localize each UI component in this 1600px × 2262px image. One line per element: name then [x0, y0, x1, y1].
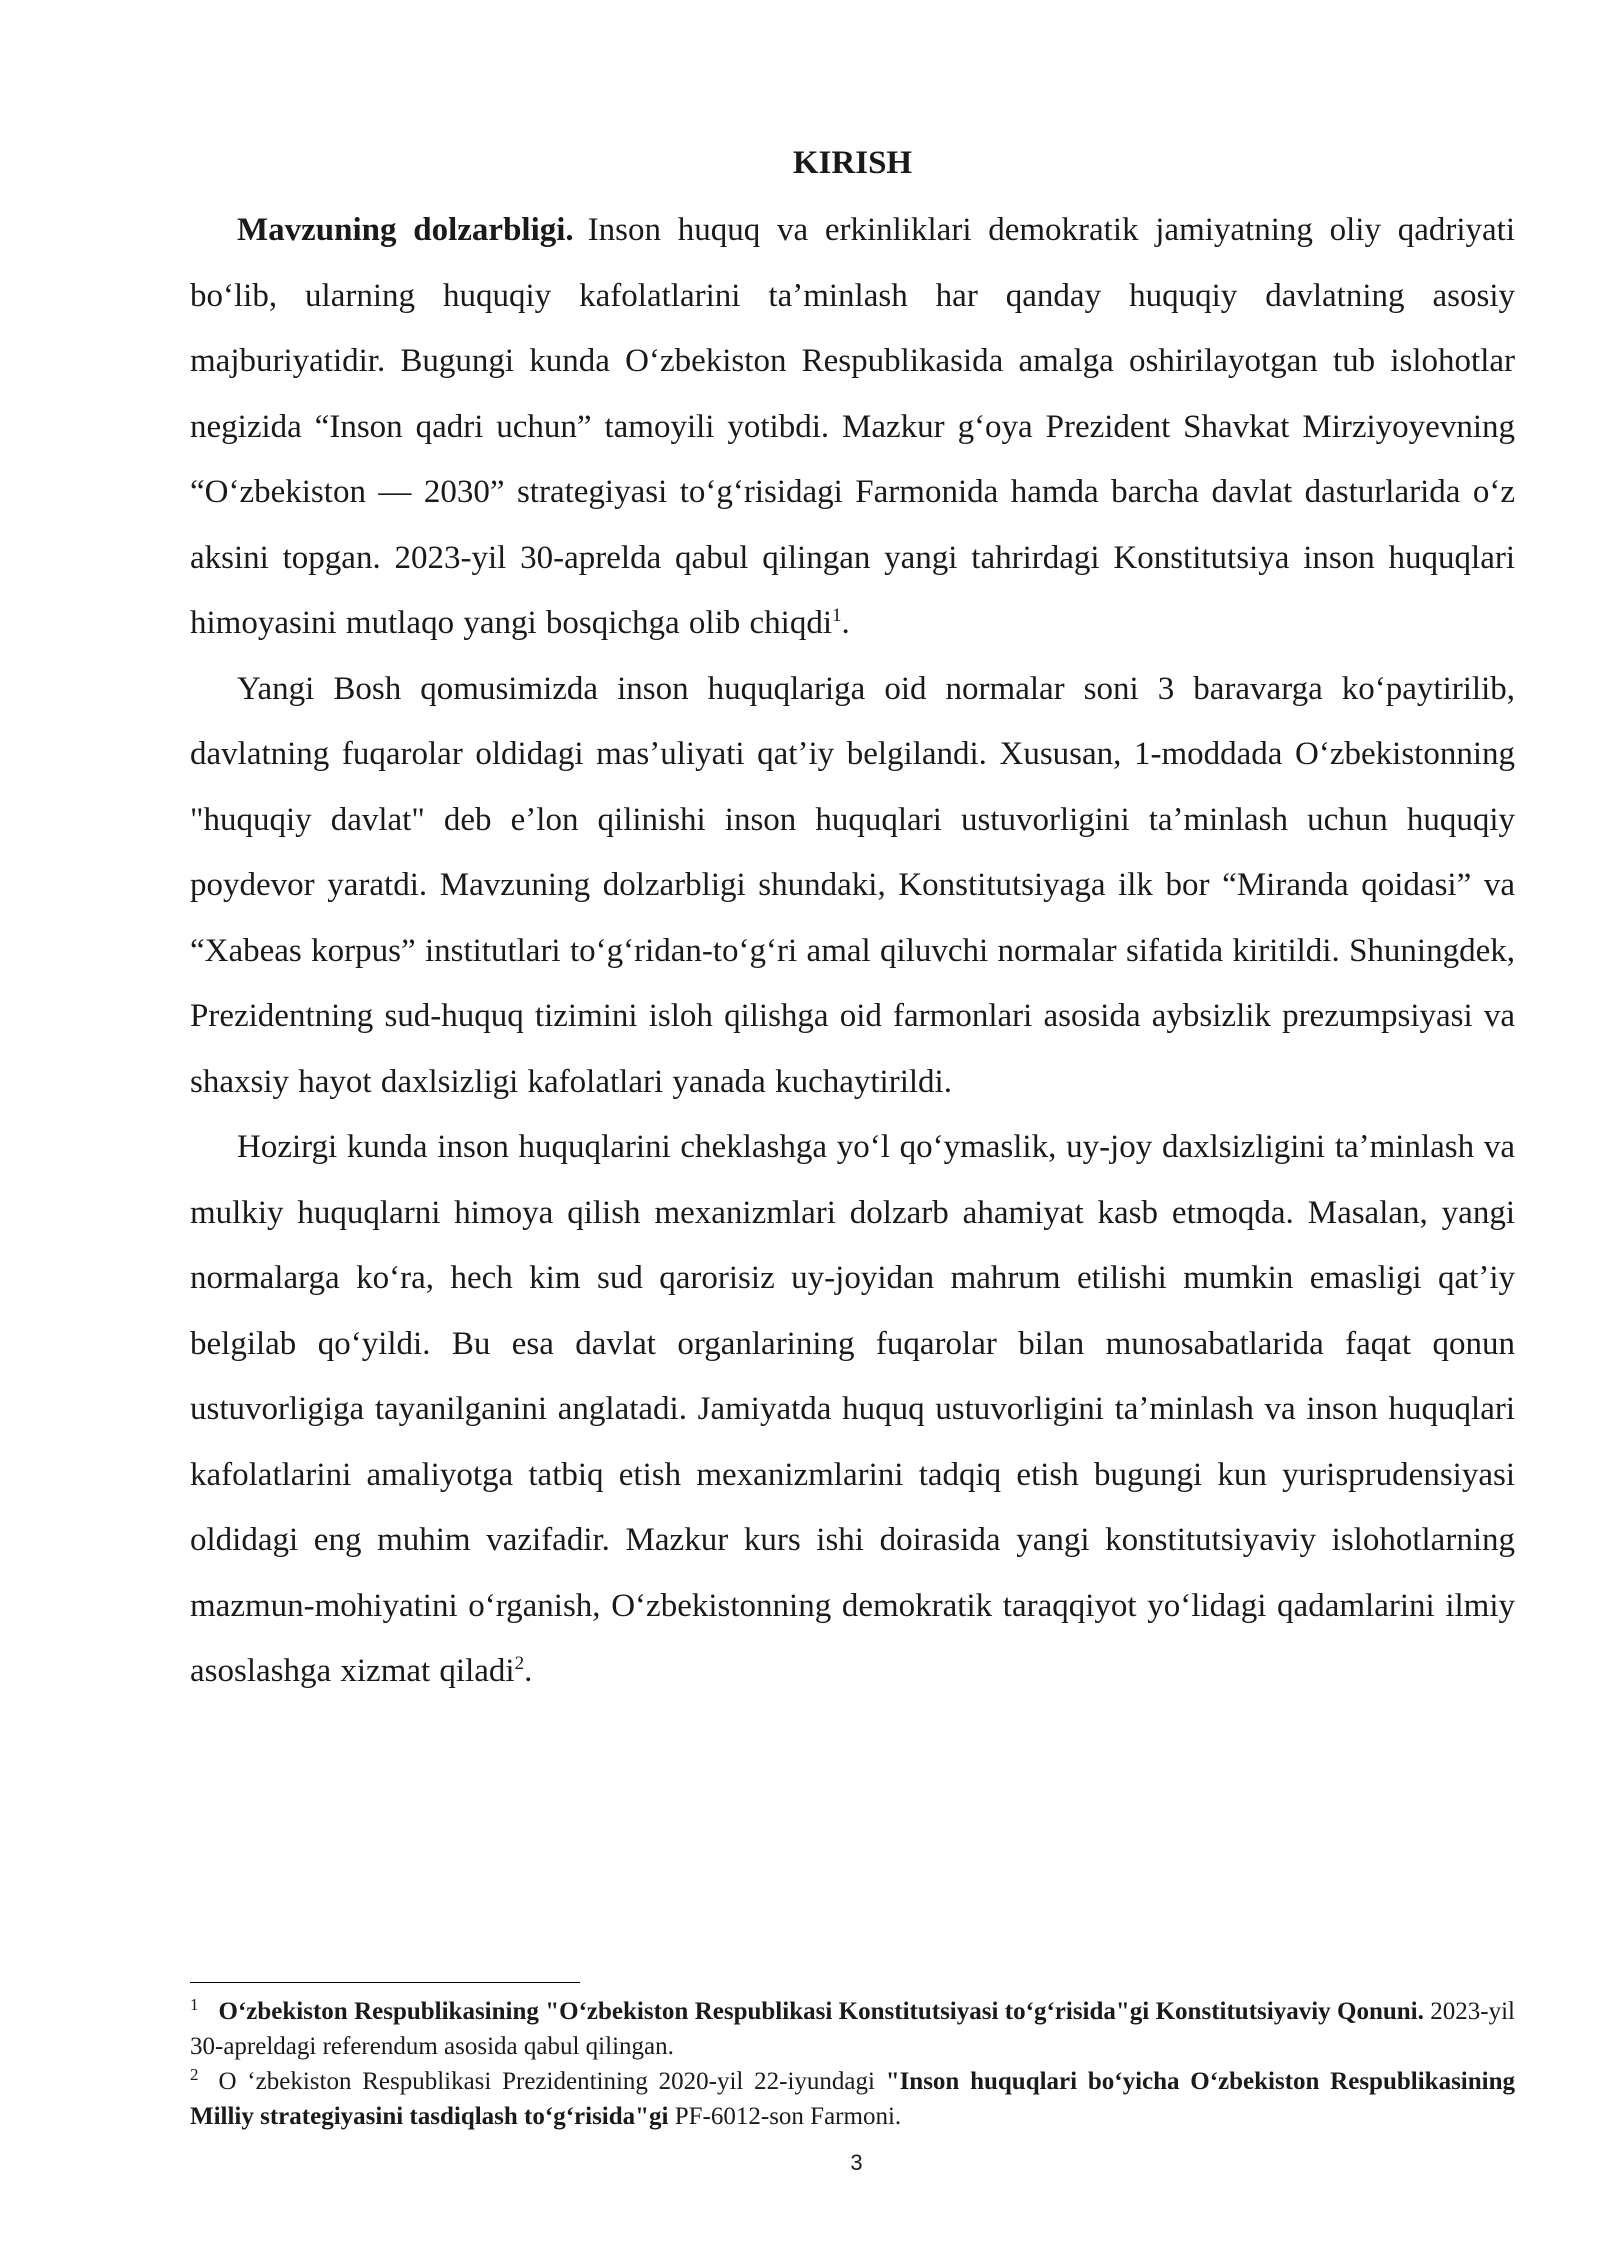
- body-text: [190, 198, 1515, 1705]
- paragraph-end: .: [524, 1653, 533, 1689]
- footnote-bold-text: "Inson huquqlari boʻyicha Oʻzbekiston Respublikasining Milliy strategiyasini tasdiqlash toʻgʻrisida"gi: [190, 2068, 1515, 2130]
- footnote-1: [190, 1994, 1515, 2064]
- paragraph-text: Yangi Bosh qomusimizda inson huquqlariga oid normalar soni 3 baravarga koʻpaytirilib, davlatning fuqarolar oldidagi masʼuliyati qatʼiy belgilandi. Xususan, 1-moddada Oʻzbekistonning "huquqiy davlat" deb eʼlon qilinishi inson huquqlari ustuvorligini taʼminlash uchun huquqiy poydevor yaratdi. Mavzuning dolzarbligi shundaki, Konstitutsiyaga ilk bor “Miranda qoidasi” va “Xabeas korpus” institutlari toʻgʻridan-toʻgʻri amal qiluvchi normalar sifatida kiritildi. Shuningdek, Prezidentning sud-huquq tizimini isloh qilishga oid farmonlari asosida aybsizlik prezumpsiyasi va shaxsiy hayot daxlsizligi kafolatlari yanada kuchaytirildi.: [190, 670, 1515, 1100]
- paragraph-text: Inson huquq va erkinliklari demokratik jamiyatning oliy qadriyati boʻlib, ularning huquqiy kafolatlarini taʼminlash har qanday huquqiy davlatning asosiy majburiyatidir. Bugungi kunda Oʻzbekiston Respublikasida amalga oshirilayotgan tub islohotlar negizida “Inson qadri uchun” tamoyili yotibdi. Mazkur gʻoya Prezident Shavkat Mirziyoyevning “Oʻzbekiston — 2030” strategiyasi toʻgʻrisidagi Farmonida hamda barcha davlat dasturlarida oʻz aksini topgan. 2023-yil 30-aprelda qabul qilingan yangi tahrirdagi Konstitutsiya inson huquqlari himoyasini mutlaqo yangi bosqichga olib chiqdi: [190, 212, 1515, 641]
- footnote-bold-text: Oʻzbekiston Respublikasining "Oʻzbekiston Respublikasi Konstitutsiyasi toʻgʻrisida"gi Konstitutsiyaviy Qonuni.: [218, 1998, 1424, 2025]
- footnotes: [190, 1994, 1515, 2134]
- footnote-separator: [190, 1982, 580, 1983]
- paragraph-constitution: [190, 657, 1515, 1116]
- footnote-text: O ʻzbekiston Respublikasi Prezidentining 2020-yil 22-iyundagi: [218, 2068, 886, 2095]
- paragraph-end: .: [841, 605, 850, 641]
- footnote-text: 2023-yil 30-apreldagi referendum asosida qabul qilingan.: [190, 1998, 1515, 2060]
- footnote-2: [190, 2064, 1515, 2134]
- paragraph-relevance: [190, 198, 1515, 657]
- paragraph-text: Hozirgi kunda inson huquqlarini cheklashga yoʻl qoʻymaslik, uy-joy daxlsizligini taʼminlash va mulkiy huquqlarni himoya qilish mexanizmlari dolzarb ahamiyat kasb etmoqda. Masalan, yangi normalarga koʻra, hech kim sud qarorisiz uy-joyidan mahrum etilishi mumkin emasligi qatʼiy belgilab qoʻyildi. Bu esa davlat organlarining fuqarolar bilan munosabatlarida faqat qonun ustuvorligiga tayanilganini anglatadi. Jamiyatda huquq ustuvorligini taʼminlash va inson huquqlari kafolatlarini amaliyotga tatbiq etish mexanizmlarini tadqiq etish bugungi kun yurisprudensiyasi oldidagi eng muhim vazifadir. Mazkur kurs ishi doirasida yangi konstitutsiyaviy islohotlarning mazmun-mohiyatini oʻrganish, Oʻzbekistonning demokratik taraqqiyot yoʻlidagi qadamlarini ilmiy asoslashga xizmat qiladi: [190, 1129, 1515, 1689]
- paragraph-current-state: [190, 1115, 1515, 1705]
- section-heading: KIRISH: [792, 145, 913, 181]
- document-page: [190, 0, 1515, 2262]
- paragraph-lead: Mavzuning dolzarbligi.: [237, 212, 574, 248]
- footnote-ref[interactable]: 1: [832, 605, 842, 626]
- footnote-number: 2: [190, 2064, 199, 2084]
- page-number: 3: [850, 2150, 863, 2175]
- footnote-number: 1: [190, 1994, 199, 2014]
- footnote-text: PF-6012-son Farmoni.: [668, 2103, 902, 2130]
- footnote-ref[interactable]: 2: [514, 1653, 525, 1674]
